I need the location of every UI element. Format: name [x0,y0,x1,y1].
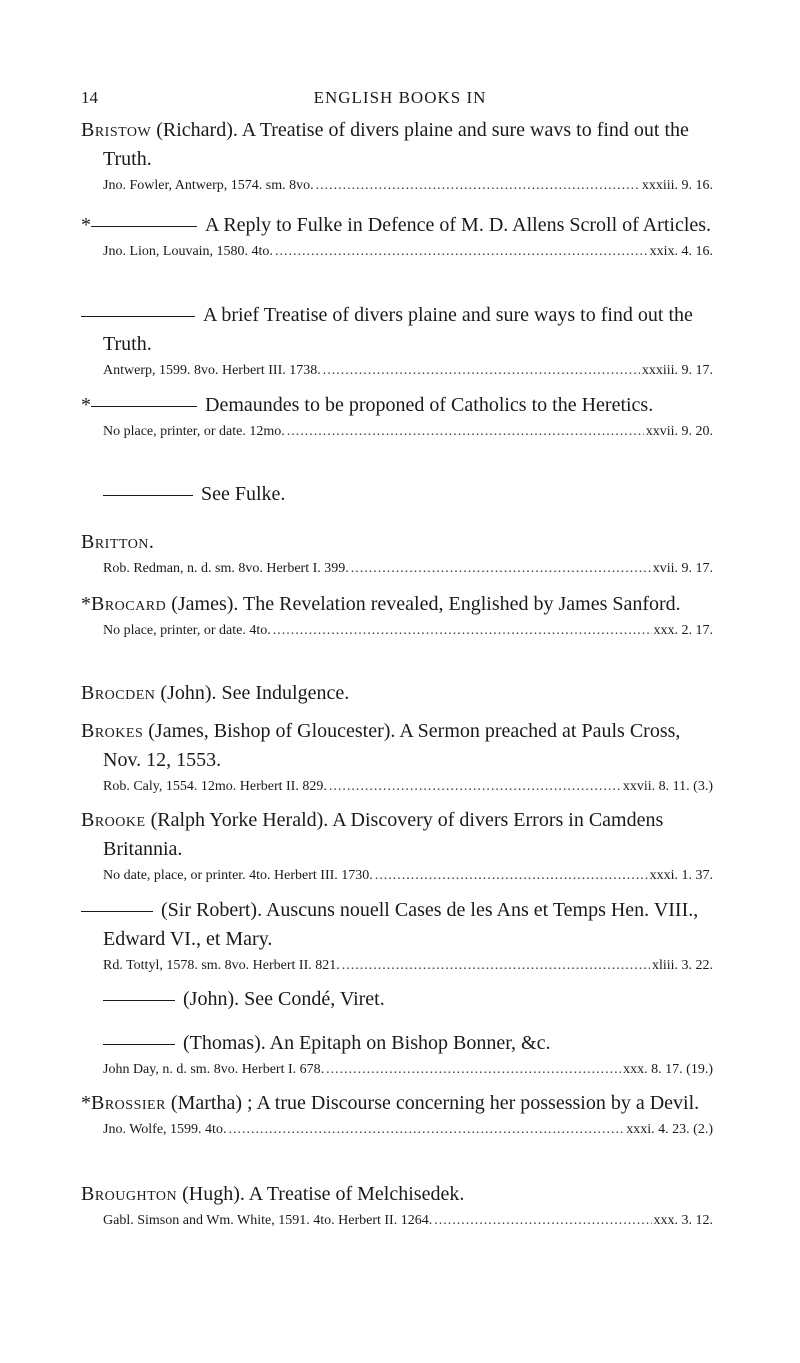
entry-author: Brooke [81,809,146,831]
entry-mark: * [81,1092,91,1114]
catalog-entry [81,391,713,442]
imprint-text: Jno. Fowler, Antwerp, 1574. sm. 8vo. [103,178,314,193]
entry-title: (Thomas). An Epitaph on Bishop Bonner, &c. [183,1032,551,1054]
entry-author: Broughton [81,1183,178,1205]
entry-heading [81,1029,713,1058]
entry-author: Brossier [91,1092,166,1114]
entry-title: (John). See Indulgence. [155,682,350,704]
shelf-reference: xxx. 3. 12. [653,1213,713,1228]
shelf-reference: xxix. 4. 16. [649,244,713,259]
ditto-rule [81,911,153,912]
shelf-reference: xxxiii. 9. 17. [641,363,713,378]
ditto-rule [103,1044,175,1045]
imprint-text: Rob. Caly, 1554. 12mo. Herbert II. 829. [103,779,327,794]
entry-heading [81,480,713,509]
leader-dots [275,242,648,262]
ditto-rule [103,1000,175,1001]
entry-title: (Ralph Yorke Herald). A Discovery of divers Errors in Camdens Britannia. [103,809,664,860]
entry-imprint [103,361,713,381]
imprint-text: Jno. Lion, Louvain, 1580. 4to. [103,244,273,259]
entry-heading [81,1089,713,1118]
entry-heading [81,528,713,557]
leader-dots [323,361,640,381]
leader-dots [351,559,651,579]
entry-title: Demaundes to be proponed of Catholics to the Heretics. [205,394,654,416]
entry-imprint [103,956,713,976]
catalog-entry [81,1180,713,1231]
entry-title: A Reply to Fulke in Defence of M. D. Allens Scroll of Articles. [205,214,712,236]
entry-imprint [103,559,713,579]
leader-dots [228,1120,624,1140]
imprint-text: Antwerp, 1599. 8vo. Herbert III. 1738. [103,363,321,378]
leader-dots [273,621,652,641]
catalog-entry [81,590,713,641]
shelf-reference: xxxiii. 9. 16. [641,178,713,193]
leader-dots [326,1060,621,1080]
ditto-rule [81,316,195,317]
catalog-entry [81,480,713,509]
entry-title: (Hugh). A Treatise of Melchisedek. [177,1183,465,1205]
shelf-reference: xvii. 9. 17. [652,561,713,576]
running-head: ENGLISH BOOKS IN [313,88,487,107]
entry-title: A brief Treatise of divers plaine and sure ways to find out the Truth. [103,304,693,355]
entry-title: (John). See Condé, Viret. [183,988,385,1010]
leader-dots [375,866,648,886]
entry-heading [81,391,713,420]
entry-imprint [103,1120,713,1140]
entry-heading [81,985,713,1014]
ditto-rule [91,406,197,407]
entry-heading [81,301,713,359]
catalog-entry [81,896,713,976]
leader-dots [329,777,621,797]
imprint-text: Gabl. Simson and Wm. White, 1591. 4to. Herbert II. 1264. [103,1213,433,1228]
entry-mark: * [81,214,91,236]
entry-heading [81,896,713,954]
entry-imprint [103,422,713,442]
catalog-entry [81,301,713,381]
shelf-reference: xliii. 3. 22. [651,958,713,973]
entry-imprint [103,176,713,196]
shelf-reference: xxx. 8. 17. (19.) [623,1062,713,1077]
shelf-reference: xxvii. 9. 20. [645,424,713,439]
entry-author: Bristow [81,119,152,141]
entry-heading [81,717,713,775]
ditto-rule [103,495,193,496]
entry-heading [81,679,713,708]
shelf-reference: xxxi. 4. 23. (2.) [626,1122,713,1137]
entry-mark: * [81,593,91,615]
entry-author: Brokes [81,720,144,742]
shelf-reference: xxx. 2. 17. [653,623,713,638]
imprint-text: Rob. Redman, n. d. sm. 8vo. Herbert I. 399. [103,561,349,576]
entry-imprint [103,621,713,641]
catalog-entry [81,1089,713,1140]
entry-imprint [103,1211,713,1231]
leader-dots [342,956,650,976]
leader-dots [287,422,644,442]
entry-title: (James, Bishop of Gloucester). A Sermon preached at Pauls Cross, Nov. 12, 1553. [103,720,681,771]
entry-mark: * [81,394,91,416]
entry-title: See Fulke. [201,483,286,505]
entry-title: (Martha) ; A true Discourse concerning her possession by a Devil. [165,1092,700,1114]
shelf-reference: xxvii. 8. 11. (3.) [622,779,713,794]
entry-heading [81,590,713,619]
entry-author: Brocard [91,593,167,615]
entry-imprint [103,242,713,262]
imprint-text: No place, printer, or date. 12mo. [103,424,285,439]
leader-dots [316,176,640,196]
entry-imprint [103,1060,713,1080]
leader-dots [434,1211,651,1231]
imprint-text: John Day, n. d. sm. 8vo. Herbert I. 678. [103,1062,325,1077]
catalog-entry [81,985,713,1014]
imprint-text: Jno. Wolfe, 1599. 4to. [103,1122,227,1137]
entry-heading [81,211,713,240]
imprint-text: Rd. Tottyl, 1578. sm. 8vo. Herbert II. 821. [103,958,340,973]
catalog-entry [81,806,713,886]
entry-heading [81,806,713,864]
imprint-text: No date, place, or printer. 4to. Herbert III. 1730. [103,868,373,883]
entry-title: (James). The Revelation revealed, Englished by James Sanford. [166,593,681,615]
catalog-entry [81,211,713,262]
entry-author: Brocden [81,682,156,704]
imprint-text: No place, printer, or date. 4to. [103,623,271,638]
shelf-reference: xxxi. 1. 37. [649,868,713,883]
entry-heading [81,116,713,174]
entry-imprint [103,777,713,797]
catalog-entry [81,528,713,579]
catalog-entry [81,717,713,797]
entry-author: Britton. [81,531,155,553]
entry-title: (Richard). A Treatise of divers plaine and sure wavs to find out the Truth. [103,119,689,170]
entry-heading [81,1180,713,1209]
ditto-rule [91,226,197,227]
entry-title: (Sir Robert). Auscuns nouell Cases de les Ans et Temps Hen. VIII., Edward VI., et Mary. [103,899,699,950]
page-number: 14 [81,88,98,107]
catalog-entry [81,116,713,196]
catalog-entry [81,1029,713,1080]
catalog-entry [81,679,713,708]
entry-imprint [103,866,713,886]
